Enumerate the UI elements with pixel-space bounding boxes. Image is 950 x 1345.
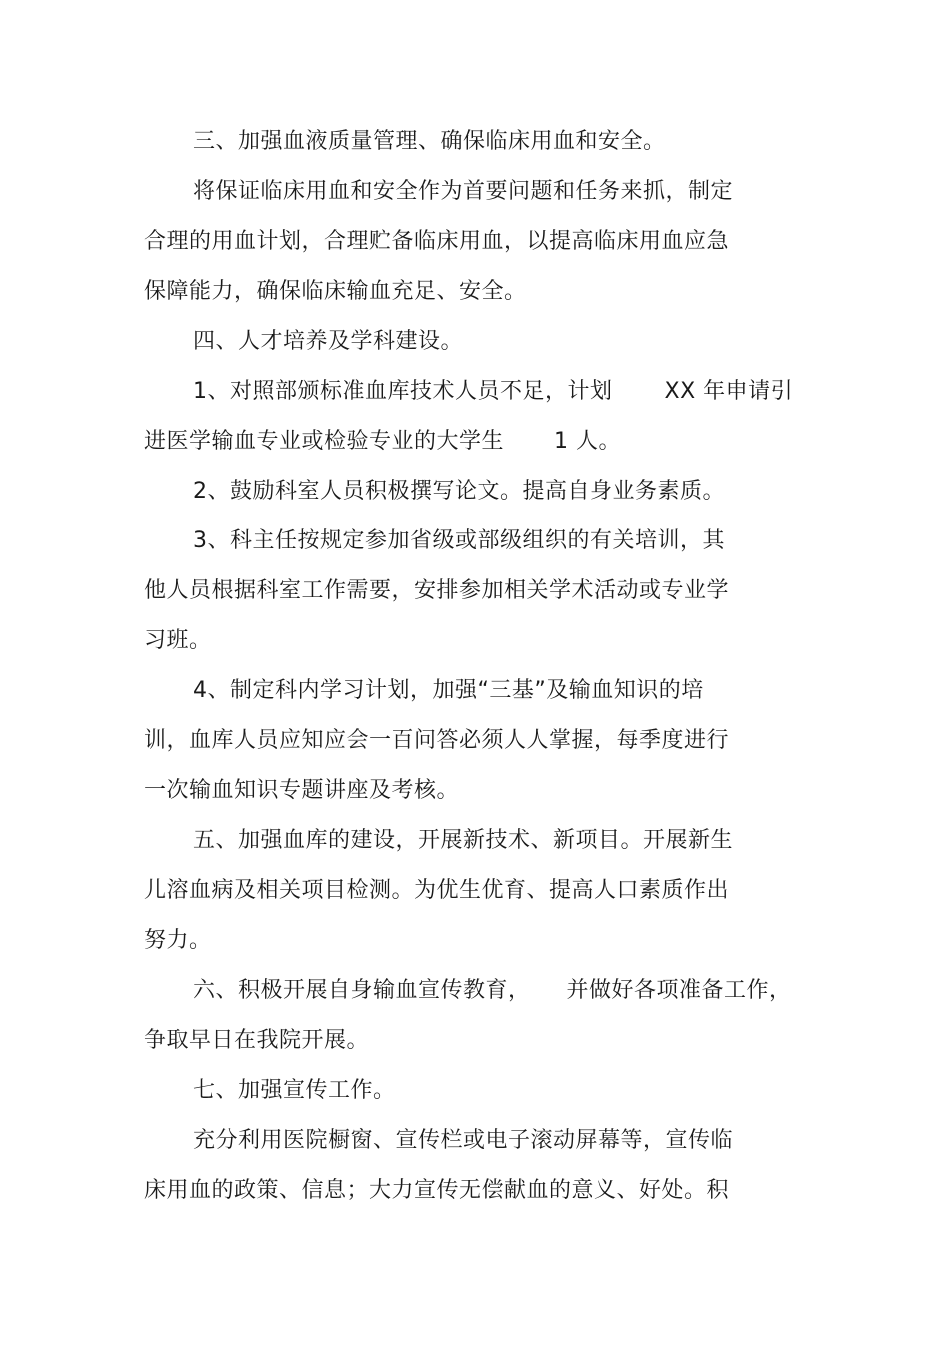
paragraph-line xyxy=(144,425,621,459)
paragraph-line: 一次输血知识专题讲座及考核。 xyxy=(144,778,460,803)
text-segment: 并做好各项准备工作， xyxy=(566,978,792,1003)
heading-section-4: 四、人才培养及学科建设。 xyxy=(193,329,464,354)
text-segment: 1、对照部颁标准血库技术人员不足，计划 xyxy=(193,379,613,404)
paragraph-line: 训，血库人员应知应会一百问答必须人人掌握，每季度进行 xyxy=(144,728,730,753)
text-segment: 1 人。 xyxy=(554,429,622,454)
heading-section-6 xyxy=(193,974,792,1008)
paragraph-line: 他人员根据科室工作需要，安排参加相关学术活动或专业学 xyxy=(144,578,730,603)
paragraph-line: 合理的用血计划，合理贮备临床用血，以提高临床用血应急 xyxy=(144,229,730,254)
text-segment: 进医学输血专业或检验专业的大学生 xyxy=(144,429,505,454)
paragraph-line: 习班。 xyxy=(144,628,212,653)
paragraph-line: 保障能力，确保临床输血充足、安全。 xyxy=(144,279,527,304)
paragraph-line: 儿溶血病及相关项目检测。为优生优育、提高人口素质作出 xyxy=(144,878,730,903)
paragraph-line: 床用血的政策、信息；大力宣传无偿献血的意义、好处。积 xyxy=(144,1178,730,1203)
paragraph-line: 努力。 xyxy=(144,928,212,953)
paragraph-line: 4、制定科内学习计划，加强“三基”及输血知识的培 xyxy=(193,678,704,703)
paragraph-line xyxy=(193,375,793,409)
paragraph-line: 3、科主任按规定参加省级或部级组织的有关培训，其 xyxy=(193,528,725,553)
paragraph-line: 争取早日在我院开展。 xyxy=(144,1028,370,1053)
text-segment: XX 年申请引 xyxy=(664,379,794,404)
paragraph-line: 充分利用医院橱窗、宣传栏或电子滚动屏幕等，宣传临 xyxy=(193,1128,734,1153)
text-segment: 六、积极开展自身输血宣传教育， xyxy=(193,978,531,1003)
heading-section-3: 三、加强血液质量管理、确保临床用血和安全。 xyxy=(193,129,666,154)
heading-section-5: 五、加强血库的建设，开展新技术、新项目。开展新生 xyxy=(193,828,734,853)
heading-section-7: 七、加强宣传工作。 xyxy=(193,1078,396,1103)
paragraph-line: 将保证临床用血和安全作为首要问题和任务来抓，制定 xyxy=(193,179,734,204)
paragraph-line: 2、鼓励科室人员积极撰写论文。提高自身业务素质。 xyxy=(193,479,725,504)
